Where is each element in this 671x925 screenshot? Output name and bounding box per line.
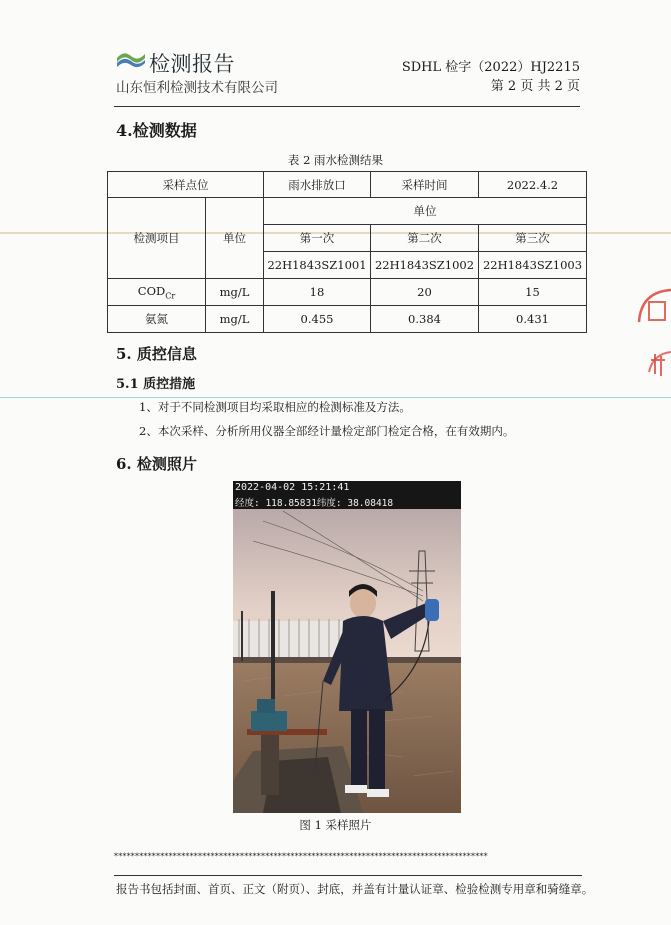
section-title-quality-control: 5. 质控信息: [116, 345, 197, 363]
company-logo-icon: [116, 48, 146, 70]
header-divider: [114, 106, 580, 107]
company-name: 山东恒利检测技术有限公司: [116, 80, 278, 96]
group-header: 单位: [264, 198, 587, 225]
sample-id-1: 22H1843SZ1001: [264, 252, 371, 279]
photo-timestamp: 2022-04-02 15:21:41: [235, 482, 350, 493]
run-header-1: 第一次: [264, 225, 371, 252]
sampling-point-label-cell: [108, 172, 264, 198]
sampling-point-value: 雨水排放口: [264, 172, 371, 198]
value-cell: 0.384: [371, 306, 479, 333]
sample-id-3: 22H1843SZ1003: [479, 252, 587, 279]
row-item-ammonia: 氨氮: [108, 306, 206, 333]
page-info: 第 2 页 共 2 页: [490, 79, 580, 94]
seam-seal-stamp: [631, 282, 671, 382]
sampling-point-label: 采样点位: [162, 177, 209, 192]
sampling-time-label: 采样时间: [371, 172, 479, 198]
item-name: COD: [137, 283, 166, 298]
item-subscript: Cr: [165, 291, 176, 301]
photo-geolocation: 经度: 118.85831纬度: 38.08418: [235, 498, 394, 509]
qc-item: 1、对于不同检测项目均采取相应的检测标准及方法。: [139, 400, 411, 414]
table-row: [108, 279, 587, 306]
run-header-2: 第二次: [371, 225, 479, 252]
table-row: [108, 172, 587, 198]
section-title-detection-data: 4.检测数据: [116, 121, 197, 140]
value-cell: 18: [264, 279, 371, 306]
report-brand-title: 检测报告: [149, 52, 235, 76]
rainwater-results-table: [107, 171, 587, 333]
report-number: SDHL 检字（2022）HJ2215: [401, 60, 580, 75]
section-title-photos: 6. 检测照片: [116, 455, 197, 473]
row-unit: mg/L: [206, 306, 264, 333]
value-cell: 0.455: [264, 306, 371, 333]
qc-item: 2、本次采样、分析所用仪器全部经计量检定部门检定合格，在有效期内。: [139, 424, 515, 438]
table-row: [108, 198, 587, 225]
value-cell: 15: [479, 279, 587, 306]
item-header: 检测项目: [108, 198, 206, 279]
scan-artifact-line: [0, 397, 671, 398]
unit-header: 单位: [206, 198, 264, 279]
figure-caption: 图 1 采样照片: [299, 818, 372, 832]
footer-divider: [114, 875, 582, 876]
footer-note: 报告书包括封面、首页、正文（附页）、封底，并盖有计量认证章、检验检测专用章和骑缝章。: [116, 882, 594, 896]
sampling-time-value: 2022.4.2: [479, 172, 587, 198]
sample-id-2: 22H1843SZ1002: [371, 252, 479, 279]
table-caption: 表 2 雨水检测结果: [287, 153, 384, 167]
footer-star-divider: *****************************************************************************************: [114, 852, 488, 861]
value-cell: 0.431: [479, 306, 587, 333]
subsection-title-qc-measures: 5.1 质控措施: [116, 377, 196, 392]
table-row: [108, 306, 587, 333]
row-unit: mg/L: [206, 279, 264, 306]
value-cell: 20: [371, 279, 479, 306]
run-header-3: 第三次: [479, 225, 587, 252]
sampling-photo: [233, 481, 461, 813]
row-item-cod: [108, 279, 206, 306]
sampling-scene-image: [233, 481, 461, 813]
